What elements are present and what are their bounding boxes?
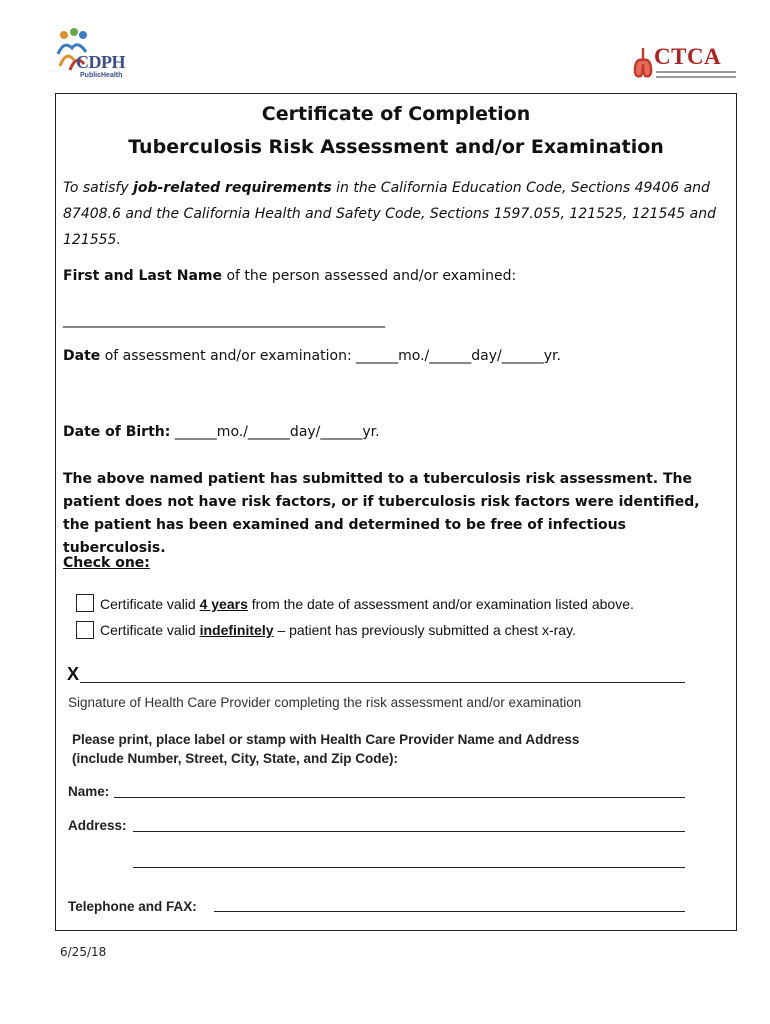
ctca-tagline-line-1 <box>656 71 736 73</box>
clearance-statement: The above named patient has submitted to a tuberculosis risk assessment. The patient does not have risk factors, or if tuberculosis risk factors were identified, the patient has been examined and determined to be free of infectious tuberculosis. <box>63 471 700 556</box>
checkbox-4-years[interactable] <box>76 594 94 612</box>
intro-suffix: in the California Education Code, Sections 49406 and 87408.6 and the California Health and Safety Code, Sections 1597.055, 121525, 121545 and 121555. <box>63 180 716 248</box>
provider-address-label: Address: <box>68 818 127 833</box>
date-of-birth-field[interactable]: Date of Birth: ______mo./______day/______yr. <box>63 424 380 440</box>
cdph-logo <box>50 26 125 88</box>
intro-prefix: To satisfy <box>63 180 134 196</box>
checkbox-indefinitely[interactable] <box>76 621 94 639</box>
intro-paragraph <box>63 175 723 253</box>
assessment-date-field[interactable]: Date of assessment and/or examination: ______mo./______day/______yr. <box>63 348 561 364</box>
name-field-blank[interactable]: ______________________________________________ <box>63 312 385 328</box>
provider-address-line-1[interactable] <box>133 831 685 832</box>
provider-name-label: Name: <box>68 784 110 799</box>
ctca-logo <box>632 44 740 84</box>
signature-line[interactable] <box>80 682 685 683</box>
intro-emphasis: job-related requirements <box>133 180 332 196</box>
cdph-logo-text: CDPH <box>76 52 125 72</box>
provider-name-line[interactable] <box>114 797 685 798</box>
check-one-heading: Check one: <box>63 555 150 571</box>
name-field-label: First and Last Name of the person assessed and/or examined: <box>63 268 517 284</box>
provider-phone-fax-line[interactable] <box>214 911 685 912</box>
option-indefinitely-label: Certificate valid indefinitely – patient has previously submitted a chest x-ray. <box>100 622 576 638</box>
revision-date: 6/25/18 <box>60 945 107 959</box>
certificate-subtitle: Tuberculosis Risk Assessment and/or Examination <box>128 136 664 158</box>
cdph-logo-subtext: PublicHealth <box>80 72 123 79</box>
provider-instructions: Please print, place label or stamp with Health Care Provider Name and Address (include Number, Street, City, State, and Zip Code): <box>72 732 580 766</box>
certificate-title: Certificate of Completion <box>261 103 531 125</box>
option-4-years-label: Certificate valid 4 years from the date of assessment and/or examination listed above. <box>100 596 634 612</box>
signature-caption: Signature of Health Care Provider completing the risk assessment and/or examination <box>68 695 582 710</box>
signature-x-mark: X <box>67 664 80 684</box>
ctca-tagline-line-2 <box>656 76 736 78</box>
lungs-icon <box>632 46 654 80</box>
provider-phone-fax-label: Telephone and FAX: <box>68 899 197 914</box>
ctca-logo-text: CTCA <box>654 44 722 69</box>
provider-address-line-2[interactable] <box>133 867 685 868</box>
